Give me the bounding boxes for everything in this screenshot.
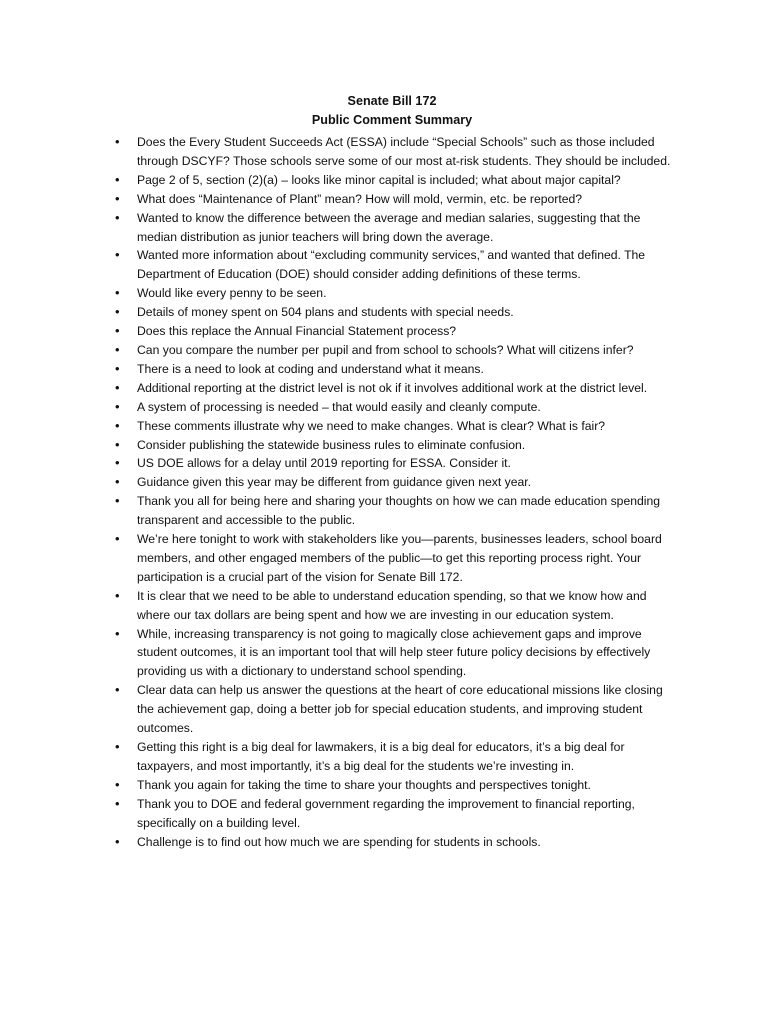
comment-item: • Additional reporting at the district level is not ok if it involves additional work at the district level. xyxy=(104,379,672,398)
comment-item: • It is clear that we need to be able to understand education spending, so that we know how and where our tax dollars are being spent and how we are investing in our education system. xyxy=(104,587,672,625)
comment-item: • Page 2 of 5, section (2)(a) – looks like minor capital is included; what about major capital? xyxy=(104,171,672,190)
comment-item: • Clear data can help us answer the questions at the heart of core educational missions like closing the achievement gap, doing a better job for special education students, and improving student outcomes. xyxy=(104,681,672,738)
document-title: Senate Bill 172 xyxy=(347,94,437,108)
comment-item: • Would like every penny to be seen. xyxy=(104,284,672,303)
comment-item: • We’re here tonight to work with stakeholders like you—parents, businesses leaders, school board members, and other engaged members of the public—to get this reporting process right. Your participation is a crucial part of the vision for Senate Bill 172. xyxy=(104,530,672,587)
comment-item: • Getting this right is a big deal for lawmakers, it is a big deal for educators, it’s a big deal for taxpayers, and most importantly, it’s a big deal for the students we’re investing in. xyxy=(104,738,672,776)
comment-item: • A system of processing is needed – that would easily and cleanly compute. xyxy=(104,398,672,417)
document-subtitle: Public Comment Summary xyxy=(311,113,473,127)
title-block xyxy=(112,92,672,130)
comment-item: • Thank you all for being here and sharing your thoughts on how we can made education spending transparent and accessible to the public. xyxy=(104,492,672,530)
comment-item: • Wanted more information about “excluding community services,” and wanted that defined. The Department of Education (DOE) should consider adding definitions of these terms. xyxy=(104,246,672,284)
comment-item: • While, increasing transparency is not going to magically close achievement gaps and improve student outcomes, it is an important tool that will help steer future policy decisions by effectively providing us with a dictionary to understand school spending. xyxy=(104,625,672,682)
comment-item: • Guidance given this year may be different from guidance given next year. xyxy=(104,473,672,492)
comment-item: • Wanted to know the difference between the average and median salaries, suggesting that the median distribution as junior teachers will bring down the average. xyxy=(104,209,672,247)
comment-item: • Does the Every Student Succeeds Act (ESSA) include “Special Schools” such as those included through DSCYF? Those schools serve some of our most at-risk students. They should be included. xyxy=(104,133,672,171)
comment-item: • Details of money spent on 504 plans and students with special needs. xyxy=(104,303,672,322)
comment-item: • Can you compare the number per pupil and from school to schools? What will citizens infer? xyxy=(104,341,672,360)
comment-list xyxy=(104,133,672,851)
comment-item: • Thank you to DOE and federal government regarding the improvement to financial reporting, specifically on a building level. xyxy=(104,795,672,833)
comment-item: • Thank you again for taking the time to share your thoughts and perspectives tonight. xyxy=(104,776,672,795)
comment-item: • Does this replace the Annual Financial Statement process? xyxy=(104,322,672,341)
comment-item: • Consider publishing the statewide business rules to eliminate confusion. xyxy=(104,436,672,455)
comment-item: • These comments illustrate why we need to make changes. What is clear? What is fair? xyxy=(104,417,672,436)
comment-item: • There is a need to look at coding and understand what it means. xyxy=(104,360,672,379)
comment-item: • What does “Maintenance of Plant” mean? How will mold, vermin, etc. be reported? xyxy=(104,190,672,209)
comment-item: • US DOE allows for a delay until 2019 reporting for ESSA. Consider it. xyxy=(104,454,672,473)
comment-item: • Challenge is to find out how much we are spending for students in schools. xyxy=(104,833,672,852)
